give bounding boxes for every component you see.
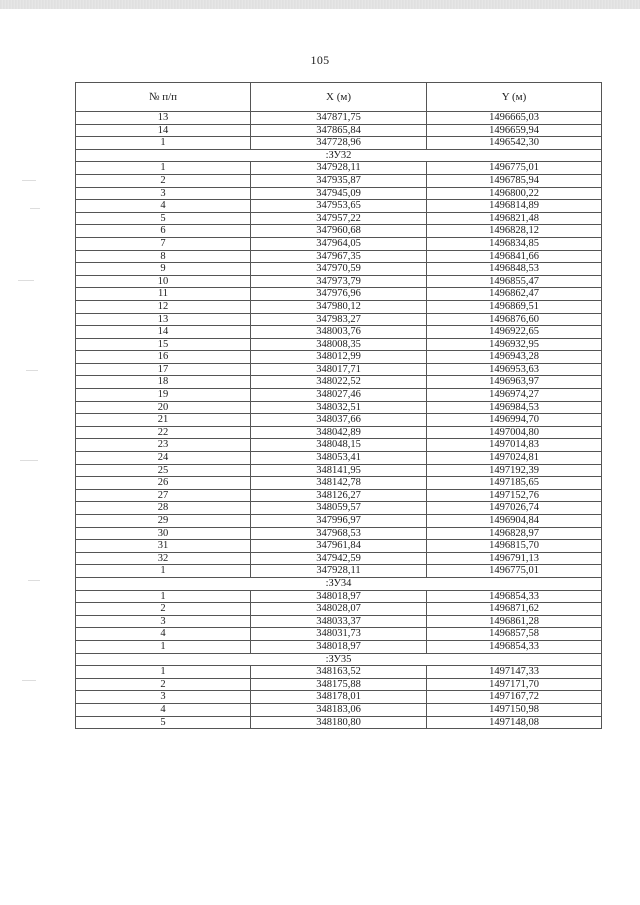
table-row — [76, 603, 602, 616]
point-number-cell: 4 — [76, 628, 251, 641]
y-coordinate-cell: 1496876,60 — [427, 313, 602, 326]
point-number-cell: 25 — [76, 464, 251, 477]
x-coordinate-cell: 348018,97 — [251, 590, 427, 603]
y-coordinate-cell: 1497185,65 — [427, 477, 602, 490]
y-coordinate-cell: 1496854,33 — [427, 640, 602, 653]
table-row — [76, 225, 602, 238]
section-label: :ЗУ32 — [76, 149, 602, 162]
table-row — [76, 137, 602, 150]
x-coordinate-cell: 348126,27 — [251, 489, 427, 502]
point-number-cell: 14 — [76, 124, 251, 137]
y-coordinate-cell: 1496841,66 — [427, 250, 602, 263]
x-coordinate-cell: 347957,22 — [251, 212, 427, 225]
table-row — [76, 590, 602, 603]
point-number-cell: 10 — [76, 275, 251, 288]
y-coordinate-cell: 1496854,33 — [427, 590, 602, 603]
y-coordinate-cell: 1496815,70 — [427, 540, 602, 553]
table-row — [76, 426, 602, 439]
y-coordinate-cell: 1497026,74 — [427, 502, 602, 515]
page-number: 105 — [310, 53, 330, 67]
y-coordinate-cell: 1497152,76 — [427, 489, 602, 502]
x-coordinate-cell: 347973,79 — [251, 275, 427, 288]
x-coordinate-cell: 347865,84 — [251, 124, 427, 137]
y-coordinate-cell: 1496855,47 — [427, 275, 602, 288]
table-row — [76, 162, 602, 175]
point-number-cell: 9 — [76, 263, 251, 276]
x-coordinate-cell: 348031,73 — [251, 628, 427, 641]
table-row — [76, 628, 602, 641]
y-coordinate-cell: 1496922,65 — [427, 326, 602, 339]
y-coordinate-cell: 1496984,53 — [427, 401, 602, 414]
x-coordinate-cell: 348018,97 — [251, 640, 427, 653]
point-number-cell: 2 — [76, 678, 251, 691]
point-number-cell: 2 — [76, 174, 251, 187]
y-coordinate-cell: 1496953,63 — [427, 363, 602, 376]
point-number-cell: 12 — [76, 300, 251, 313]
table-row — [76, 376, 602, 389]
table-row — [76, 351, 602, 364]
x-coordinate-cell: 347942,59 — [251, 552, 427, 565]
x-coordinate-cell: 348033,37 — [251, 615, 427, 628]
table-row — [76, 615, 602, 628]
x-coordinate-cell: 347961,84 — [251, 540, 427, 553]
table-row — [76, 187, 602, 200]
point-number-cell: 7 — [76, 237, 251, 250]
x-coordinate-cell: 347871,75 — [251, 112, 427, 125]
point-number-cell: 30 — [76, 527, 251, 540]
point-number-cell: 23 — [76, 439, 251, 452]
point-number-cell: 1 — [76, 137, 251, 150]
table-row — [76, 527, 602, 540]
table-row — [76, 477, 602, 490]
x-coordinate-cell: 348141,95 — [251, 464, 427, 477]
point-number-cell: 13 — [76, 112, 251, 125]
table-row — [76, 691, 602, 704]
table-row — [76, 716, 602, 729]
table-row — [76, 326, 602, 339]
x-coordinate-cell: 347983,27 — [251, 313, 427, 326]
point-number-cell: 6 — [76, 225, 251, 238]
x-coordinate-cell: 348142,78 — [251, 477, 427, 490]
header-y: Y (м) — [427, 83, 602, 112]
table-row — [76, 263, 602, 276]
point-number-cell: 8 — [76, 250, 251, 263]
x-coordinate-cell: 348059,57 — [251, 502, 427, 515]
table-row — [76, 502, 602, 515]
point-number-cell: 3 — [76, 691, 251, 704]
table-row — [76, 275, 602, 288]
y-coordinate-cell: 1496821,48 — [427, 212, 602, 225]
table-row — [76, 414, 602, 427]
x-coordinate-cell: 348028,07 — [251, 603, 427, 616]
point-number-cell: 28 — [76, 502, 251, 515]
header-x: X (м) — [251, 83, 427, 112]
x-coordinate-cell: 348017,71 — [251, 363, 427, 376]
y-coordinate-cell: 1497150,98 — [427, 703, 602, 716]
point-number-cell: 2 — [76, 603, 251, 616]
point-number-cell: 4 — [76, 200, 251, 213]
x-coordinate-cell: 348163,52 — [251, 666, 427, 679]
y-coordinate-cell: 1496848,53 — [427, 263, 602, 276]
table-row — [76, 515, 602, 528]
x-coordinate-cell: 347976,96 — [251, 288, 427, 301]
table-row — [76, 200, 602, 213]
table-row — [76, 288, 602, 301]
x-coordinate-cell: 347960,68 — [251, 225, 427, 238]
y-coordinate-cell: 1496775,01 — [427, 162, 602, 175]
table-row — [76, 439, 602, 452]
y-coordinate-cell: 1496974,27 — [427, 389, 602, 402]
y-coordinate-cell: 1496869,51 — [427, 300, 602, 313]
table-body — [76, 112, 602, 729]
y-coordinate-cell: 1497014,83 — [427, 439, 602, 452]
x-coordinate-cell: 347980,12 — [251, 300, 427, 313]
point-number-cell: 1 — [76, 590, 251, 603]
x-coordinate-cell: 347935,87 — [251, 174, 427, 187]
y-coordinate-cell: 1496861,28 — [427, 615, 602, 628]
table-row — [76, 703, 602, 716]
y-coordinate-cell: 1496904,84 — [427, 515, 602, 528]
x-coordinate-cell: 347928,11 — [251, 565, 427, 578]
table-row — [76, 565, 602, 578]
point-number-cell: 24 — [76, 452, 251, 465]
x-coordinate-cell: 348180,80 — [251, 716, 427, 729]
y-coordinate-cell: 1497167,72 — [427, 691, 602, 704]
point-number-cell: 5 — [76, 716, 251, 729]
y-coordinate-cell: 1496814,89 — [427, 200, 602, 213]
y-coordinate-cell: 1496659,94 — [427, 124, 602, 137]
header-row — [76, 83, 602, 112]
table-row — [76, 250, 602, 263]
x-coordinate-cell: 348042,89 — [251, 426, 427, 439]
point-number-cell: 1 — [76, 640, 251, 653]
table-row — [76, 489, 602, 502]
point-number-cell: 29 — [76, 515, 251, 528]
header-number: № п/п — [76, 83, 251, 112]
table-row — [76, 452, 602, 465]
x-coordinate-cell: 348178,01 — [251, 691, 427, 704]
point-number-cell: 32 — [76, 552, 251, 565]
table-row — [76, 338, 602, 351]
point-number-cell: 27 — [76, 489, 251, 502]
y-coordinate-cell: 1496857,58 — [427, 628, 602, 641]
table-row — [76, 313, 602, 326]
section-row — [76, 653, 602, 666]
y-coordinate-cell: 1496862,47 — [427, 288, 602, 301]
point-number-cell: 26 — [76, 477, 251, 490]
table-row — [76, 464, 602, 477]
point-number-cell: 3 — [76, 615, 251, 628]
y-coordinate-cell: 1497171,70 — [427, 678, 602, 691]
y-coordinate-cell: 1496963,97 — [427, 376, 602, 389]
point-number-cell: 3 — [76, 187, 251, 200]
point-number-cell: 20 — [76, 401, 251, 414]
scan-top-edge — [0, 0, 640, 9]
table-row — [76, 389, 602, 402]
y-coordinate-cell: 1497004,80 — [427, 426, 602, 439]
x-coordinate-cell: 348183,06 — [251, 703, 427, 716]
x-coordinate-cell: 348175,88 — [251, 678, 427, 691]
x-coordinate-cell: 348053,41 — [251, 452, 427, 465]
section-label: :ЗУ35 — [76, 653, 602, 666]
x-coordinate-cell: 347953,65 — [251, 200, 427, 213]
section-row — [76, 149, 602, 162]
point-number-cell: 18 — [76, 376, 251, 389]
point-number-cell: 22 — [76, 426, 251, 439]
x-coordinate-cell: 348027,46 — [251, 389, 427, 402]
y-coordinate-cell: 1496665,03 — [427, 112, 602, 125]
y-coordinate-cell: 1496943,28 — [427, 351, 602, 364]
point-number-cell: 17 — [76, 363, 251, 376]
y-coordinate-cell: 1496828,12 — [427, 225, 602, 238]
y-coordinate-cell: 1496871,62 — [427, 603, 602, 616]
table-row — [76, 540, 602, 553]
x-coordinate-cell: 348048,15 — [251, 439, 427, 452]
point-number-cell: 1 — [76, 162, 251, 175]
point-number-cell: 13 — [76, 313, 251, 326]
x-coordinate-cell: 348008,35 — [251, 338, 427, 351]
section-row — [76, 577, 602, 590]
table-row — [76, 124, 602, 137]
y-coordinate-cell: 1496828,97 — [427, 527, 602, 540]
point-number-cell: 21 — [76, 414, 251, 427]
y-coordinate-cell: 1496791,13 — [427, 552, 602, 565]
x-coordinate-cell: 347928,11 — [251, 162, 427, 175]
y-coordinate-cell: 1496775,01 — [427, 565, 602, 578]
scan-margin-artifacts — [0, 160, 60, 760]
table-row — [76, 640, 602, 653]
table-row — [76, 401, 602, 414]
point-number-cell: 1 — [76, 565, 251, 578]
point-number-cell: 31 — [76, 540, 251, 553]
point-number-cell: 15 — [76, 338, 251, 351]
x-coordinate-cell: 348022,52 — [251, 376, 427, 389]
table-row — [76, 237, 602, 250]
y-coordinate-cell: 1497024,81 — [427, 452, 602, 465]
table-row — [76, 552, 602, 565]
x-coordinate-cell: 347945,09 — [251, 187, 427, 200]
table-row — [76, 112, 602, 125]
x-coordinate-cell: 348012,99 — [251, 351, 427, 364]
table-row — [76, 212, 602, 225]
x-coordinate-cell: 348003,76 — [251, 326, 427, 339]
y-coordinate-cell: 1496994,70 — [427, 414, 602, 427]
table-row — [76, 363, 602, 376]
x-coordinate-cell: 347964,05 — [251, 237, 427, 250]
x-coordinate-cell: 348037,66 — [251, 414, 427, 427]
y-coordinate-cell: 1496834,85 — [427, 237, 602, 250]
point-number-cell: 1 — [76, 666, 251, 679]
table-row — [76, 678, 602, 691]
table-row — [76, 300, 602, 313]
y-coordinate-cell: 1496800,22 — [427, 187, 602, 200]
x-coordinate-cell: 347968,53 — [251, 527, 427, 540]
y-coordinate-cell: 1497192,39 — [427, 464, 602, 477]
point-number-cell: 11 — [76, 288, 251, 301]
point-number-cell: 19 — [76, 389, 251, 402]
y-coordinate-cell: 1497148,08 — [427, 716, 602, 729]
x-coordinate-cell: 347967,35 — [251, 250, 427, 263]
table-header — [76, 83, 602, 112]
y-coordinate-cell: 1496542,30 — [427, 137, 602, 150]
x-coordinate-cell: 347728,96 — [251, 137, 427, 150]
y-coordinate-cell: 1496785,94 — [427, 174, 602, 187]
point-number-cell: 4 — [76, 703, 251, 716]
coordinates-table — [75, 82, 602, 729]
table-row — [76, 174, 602, 187]
point-number-cell: 16 — [76, 351, 251, 364]
x-coordinate-cell: 348032,51 — [251, 401, 427, 414]
y-coordinate-cell: 1496932,95 — [427, 338, 602, 351]
x-coordinate-cell: 347970,59 — [251, 263, 427, 276]
x-coordinate-cell: 347996,97 — [251, 515, 427, 528]
y-coordinate-cell: 1497147,33 — [427, 666, 602, 679]
point-number-cell: 5 — [76, 212, 251, 225]
table-row — [76, 666, 602, 679]
point-number-cell: 14 — [76, 326, 251, 339]
section-label: :ЗУ34 — [76, 577, 602, 590]
